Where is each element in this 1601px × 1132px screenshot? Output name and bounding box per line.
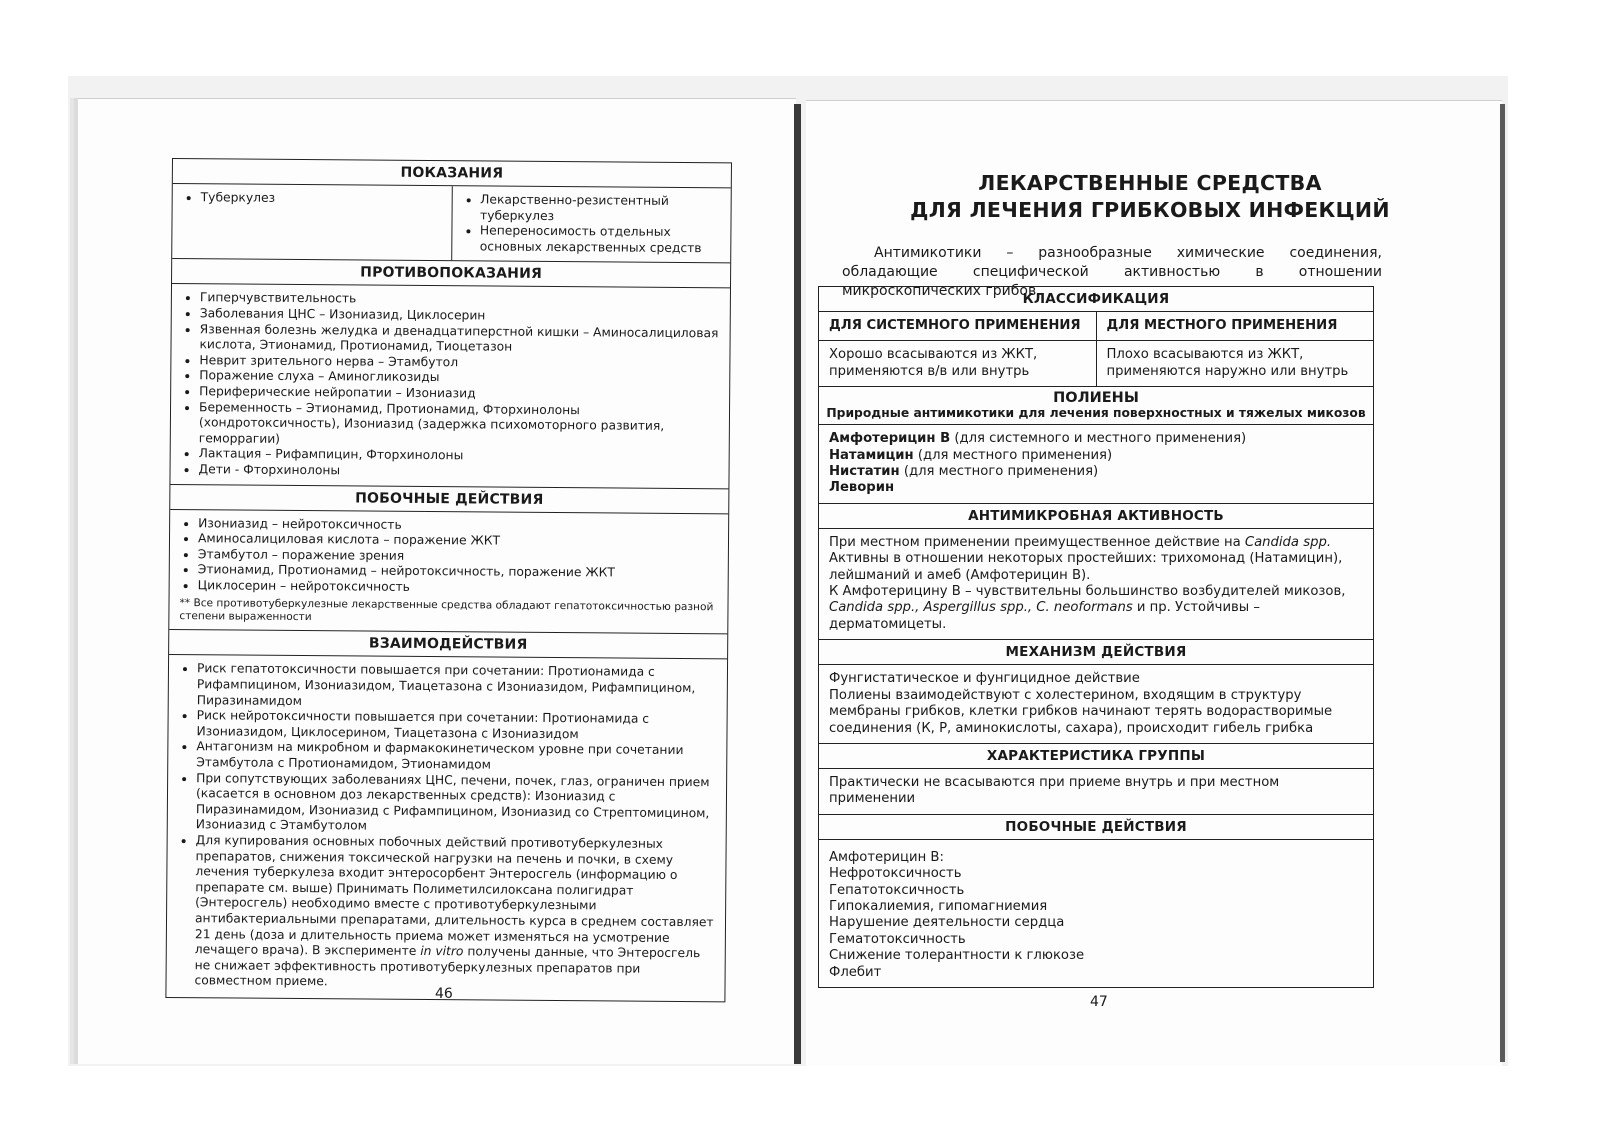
contraindication-item: • Беременность – Этионамид, Протионамид, Фторхинолоны (хондротоксичность), Изониазид (задержка психомоторного развития, геморрагии) [199, 400, 719, 451]
contraindication-item: • Заболевания ЦНС – Изониазид, Циклосерин [200, 306, 720, 326]
side-effect-line: Флебит [829, 964, 882, 980]
book-spine [794, 104, 801, 1064]
drug-name: Амфотерицин В [829, 431, 951, 447]
indication-item: • Непереносимость отдельных основных лекарственных средств [480, 224, 721, 257]
side-effect-line: Снижение толерантности к глюкозе [829, 948, 1085, 964]
indications-col2 [451, 186, 731, 263]
side-effect-line: Нефротоксичность [829, 866, 962, 882]
interaction-item: • Риск гепатотоксичности повышается при сочетании: Протионамида с Рифампицином, Изониазидом, Тиацетазона с Изониазидом, Рифампицином, Пиразинамидом [197, 662, 717, 713]
page-edge [1500, 104, 1505, 1062]
chapter-title-line2: ДЛЯ ЛЕЧЕНИЯ ГРИБКОВЫХ ИНФЕКЦИЙ [910, 198, 1390, 222]
side-effects-note: ** Все противотуберкулезные лекарственные средства обладают гепатотоксичностью разной степени выраженности [179, 597, 714, 624]
side-effect-item: • Циклосерин – нейротоксичность [198, 578, 718, 598]
indication-item: • Туберкулез [201, 190, 442, 207]
indication-item: • Лекарственно-резистентный туберкулез [480, 192, 721, 225]
right-info-table [818, 286, 1374, 988]
contraindication-item: • Лактация – Рифампицин, Фторхинолоны [199, 447, 719, 467]
side-effect-item: • Аминосалициловая кислота – поражение ЖКТ [198, 531, 718, 551]
classification-header-row [819, 311, 1373, 340]
side-effect-line: Амфотерицин В: [829, 849, 944, 865]
interactions-list [166, 654, 727, 1001]
contraindication-item: • Периферические нейропатии – Изониазид [199, 384, 719, 404]
intro-paragraph: Антимикотики – разнообразные химические соединения, обладающие специфической активностью в отношении микроскопических грибов. [842, 245, 1382, 299]
classification-header: КЛАССИФИКАЦИЯ [1022, 291, 1170, 307]
side-effect-line: Гематотоксичность [829, 931, 966, 947]
side-effect-item: • Этионамид, Протионамид – нейротоксичность, поражение ЖКТ [198, 562, 718, 582]
activity-line1: При местном применении преимущественное действие на Candida spp. [829, 534, 1332, 550]
side-effect-item: • Этамбутол – поражение зрения [198, 547, 718, 567]
contraindication-item: • Язвенная болезнь желудка и двенадцатиперстной кишки – Аминосалициловая кислота, Этионамид, Протионамид, Тиоцетазон [199, 322, 719, 357]
indications-col1 [172, 184, 451, 261]
systemic-use-header: ДЛЯ СИСТЕМНОГО ПРИМЕНЕНИЯ [829, 318, 1081, 333]
side-effects-list [169, 508, 728, 633]
polyene-drug [829, 448, 1363, 464]
mechanism-text [819, 664, 1373, 743]
chapter-title-line1: ЛЕКАРСТВЕННЫЕ СРЕДСТВА [978, 171, 1322, 195]
polyenes-drugs [819, 424, 1373, 503]
polyene-drug [829, 431, 1363, 447]
chapter-title [850, 170, 1450, 224]
page-number-left: 46 [435, 986, 453, 1002]
contraindication-item: • Неврит зрительного нерва – Этамбутол [199, 353, 719, 373]
drug-note: (для местного применения) [913, 447, 1113, 463]
drug-name: Натамицин [829, 447, 914, 463]
activity-text [819, 528, 1373, 639]
polyenes-header: ПОЛИЕНЫ [1053, 390, 1139, 407]
page-number-right: 47 [1090, 994, 1108, 1010]
drug-name: Нистатин [829, 464, 900, 480]
interaction-item: • Риск нейротоксичности повышается при сочетании: Протионамида с Изониазидом, Циклосерином, Тиацетазона с Изониазидом [196, 708, 716, 743]
polyenes-subheader: Природные антимикотики для лечения поверхностных и тяжелых микозов [826, 406, 1366, 421]
mechanism-line1: Фунгистатическое и фунгицидное действие [829, 671, 1140, 687]
contraindication-item: • Гиперчувствительность [200, 291, 720, 311]
side-effects-header: ПОБОЧНЫЕ ДЕЙСТВИЯ [170, 483, 728, 512]
activity-line3: К Амфотерицину В – чувствительны большинство возбудителей микозов, Candida spp., Aspergillus spp., C. neoformans и пр. Устойчивы – дерматомицеты. [829, 584, 1346, 632]
mechanism-header: МЕХАНИЗМ ДЕЙСТВИЯ [819, 639, 1373, 664]
interaction-item-enterosgel: • Для купирования основных побочных действий противотуберкулезных препаратов, снижения токсической нагрузки на печень и почки, в схему лечения туберкулеза входит энтеросорбент Энтеросгель (информацию о препарате см. выше) Принимать Полиметилсилоксана полигидрат (Энтеросгель) необходимо вместе с противотуберкулезными антибактериальными препаратами, длительность курса в среднем составляет 21 день (доза и длительность приема может изменяться на усмотрение лечащего врача). В эксперименте in vitro получены данные, что Энтеросгель не снижает эффективность противотуберкулезных препаратов при совместном приеме. [194, 833, 715, 993]
drug-note: (для системного и местного применения) [950, 431, 1247, 447]
contraindications-list [170, 283, 730, 488]
side-effect-line: Гипокалиемия, гипомагниемия [829, 898, 1048, 914]
contraindication-item: • Поражение слуха – Аминогликозиды [199, 369, 719, 389]
indications-header: ПОКАЗАНИЯ [400, 164, 504, 182]
interactions-header: ВЗАИМОДЕЙСТВИЯ [169, 629, 727, 658]
indications-row [172, 183, 731, 263]
side-effect-line: Гепатотоксичность [829, 882, 965, 898]
group-header: ХАРАКТЕРИСТИКА ГРУППЫ [819, 743, 1373, 768]
drug-note: (для местного применения) [899, 464, 1099, 480]
polyene-drug [829, 480, 1363, 496]
local-use-header: ДЛЯ МЕСТНОГО ПРИМЕНЕНИЯ [1096, 312, 1374, 340]
polyenes-header-block [819, 386, 1373, 424]
contraindication-item: • Дети - Фторхинолоны [198, 462, 718, 482]
group-text: Практически не всасываются при приеме внутрь и при местном применении [819, 768, 1373, 814]
side-effect-item: • Изониазид – нейротоксичность [198, 516, 718, 536]
systemic-use-text: Хорошо всасываются из ЖКТ, применяются в/в или внутрь [829, 347, 1038, 379]
local-use-text: Плохо всасываются из ЖКТ, применяются наружно или внутрь [1096, 341, 1374, 386]
mechanism-line2: Полиены взаимодействуют с холестерином, входящим в структуру мембраны грибков, клетки грибков начинают терять водорастворимые соединения (К, Р, аминокислоты, сахара), происходит гибель грибка [829, 687, 1333, 736]
side-effect-line: Нарушение деятельности сердца [829, 915, 1065, 931]
right-side-effects-list [819, 839, 1373, 987]
right-side-effects-header: ПОБОЧНЫЕ ДЕЙСТВИЯ [819, 814, 1373, 839]
interaction-item: • При сопутствующих заболеваниях ЦНС, печени, почек, глаз, ограничен прием (касается в основном доз лекарственных средств): Изониазид с Пиразинамидом, Изониазид с Рифампицином, Изониазид со Стрептомицином, Изониазид с Этамбутолом [196, 771, 716, 837]
activity-header: АНТИМИКРОБНАЯ АКТИВНОСТЬ [819, 503, 1373, 528]
polyene-drug [829, 464, 1363, 480]
classification-text-row [819, 340, 1373, 386]
activity-line2: Активны в отношении некоторых простейших: трихомонад (Натамицин), лейшманий и амеб (Амфотерицин В). [829, 551, 1343, 583]
drug-name: Леворин [829, 480, 895, 496]
contraindications-header: ПРОТИВОПОКАЗАНИЯ [172, 258, 730, 287]
left-info-table [165, 158, 732, 1002]
interaction-item: • Антагонизм на микробном и фармакокинетическом уровне при сочетании Этамбутола с Протионамидом, Этионамидом [196, 740, 716, 775]
